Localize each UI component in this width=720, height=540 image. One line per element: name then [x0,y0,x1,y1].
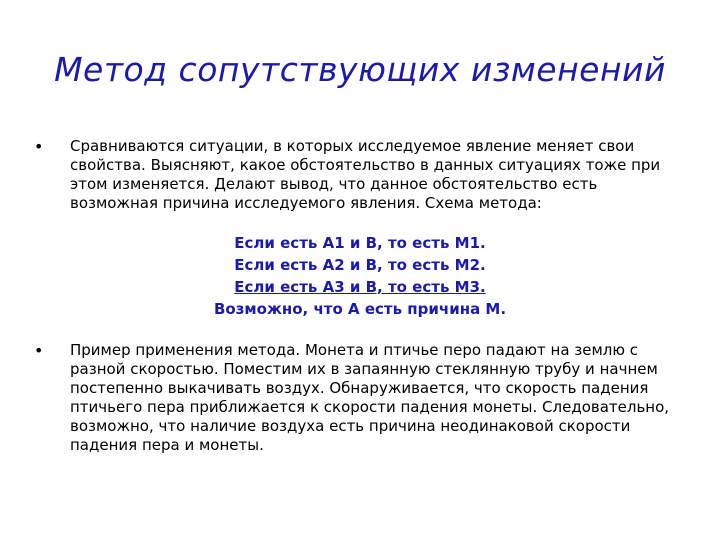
bullet-icon: • [34,341,44,360]
method-schema [0,232,720,320]
bullet-item-description [34,137,674,213]
slide-title: Метод сопутствующих изменений [54,50,666,89]
bullet-text: Сравниваются ситуации, в которых исследуемое явление меняет свои свойства. Выясняют, какое обстоятельство в данных ситуациях тоже при этом изменяется. Делают вывод, что данное обстоятельство есть возможная причина исследуемого явления. Схема метода: [70,137,661,212]
schema-conclusion: Возможно, что А есть причина М. [213,300,507,318]
schema-line: Если есть А2 и В, то есть М2. [234,256,486,274]
bullet-icon: • [34,137,44,156]
bullet-item-example [34,341,674,455]
schema-line: Если есть А1 и В, то есть М1. [234,234,486,252]
bullet-text: Пример применения метода. Монета и птичье перо падают на землю с разной скоростью. Поместим их в запаянную стеклянную трубу и начнем постепенно выкачивать воздух. Обнаруживается, что скорость падения птичьего пера приближается к скорости падения монеты. Следовательно, возможно, что наличие воздуха есть причина неодинаковой скорости падения пера и монеты. [70,341,670,454]
schema-line: Если есть А3 и В, то есть М3. [234,278,486,296]
